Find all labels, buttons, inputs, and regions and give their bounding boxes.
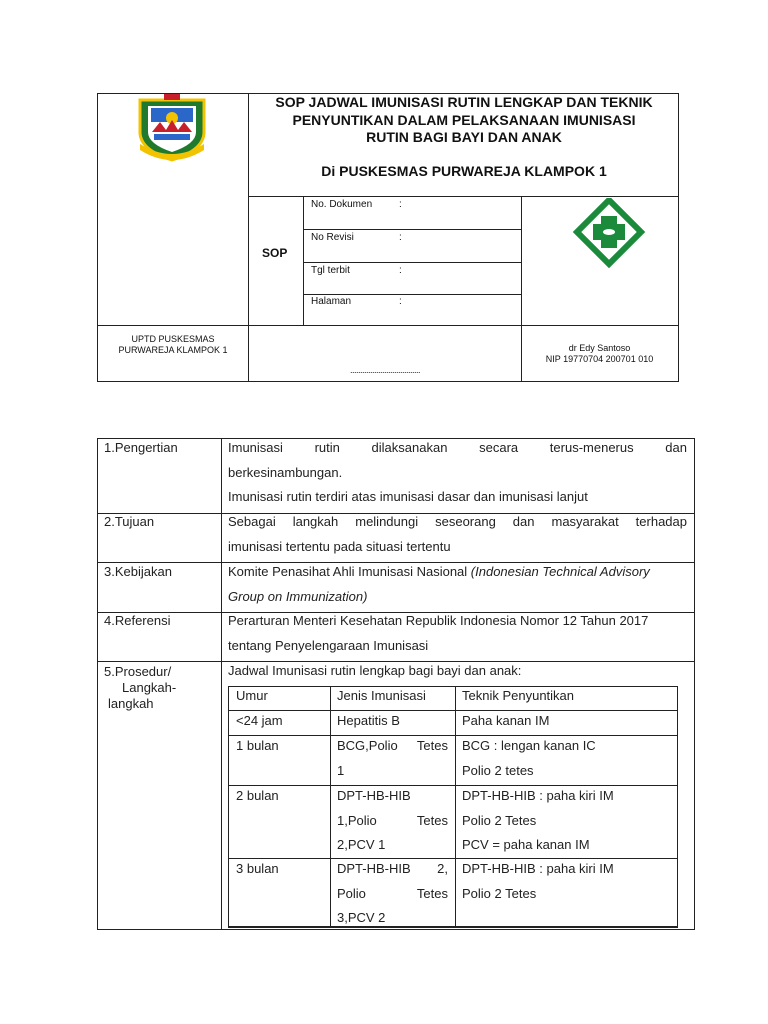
unit-line: PURWAREJA KLAMPOK 1 [118, 345, 228, 355]
label-prosedur [104, 664, 176, 712]
unit-name [98, 334, 248, 356]
jenis-line: DPT-HB-HIB [337, 788, 411, 803]
header-divider-logo [248, 93, 249, 381]
label-pengertian: 1.Pengertian [104, 440, 178, 455]
schedule-row-line [228, 735, 678, 736]
jenis-line: DPT-HB-HIB 2, [337, 861, 448, 876]
field-row-line [303, 229, 521, 230]
schedule-col-line [455, 686, 456, 927]
label-referensi: 4.Referensi [104, 613, 171, 628]
referensi-line: tentang Penyelengaraan Imunisasi [228, 637, 429, 653]
schedule-bottom-line [228, 926, 678, 928]
document-title [250, 94, 678, 147]
schedule-teknik: Paha kanan IM [462, 713, 550, 728]
header-divider-title [248, 196, 678, 197]
teknik-line: BCG : lengan kanan IC [462, 738, 596, 753]
schedule-jenis [337, 784, 448, 858]
schedule-teknik [462, 734, 596, 783]
schedule-header-jenis: Jenis Imunisasi [337, 688, 426, 703]
schedule-col-line [330, 686, 331, 927]
kebijakan-text [228, 560, 687, 609]
referensi-line: Perarturan Menteri Kesehatan Republik Indonesia Nomor 12 Tahun 2017 [228, 613, 649, 628]
schedule-jenis [337, 734, 448, 783]
content-divider-label [221, 438, 222, 929]
tujuan-text [228, 510, 687, 559]
field-label: Tgl terbit [311, 265, 350, 276]
signature-line: ................................... [350, 365, 421, 375]
head-of-puskesmas [522, 343, 677, 365]
unit-line: UPTD PUSKESMAS [131, 334, 215, 344]
kebijakan-line [228, 560, 687, 585]
field-no-revisi [311, 232, 511, 243]
field-label: Halaman [311, 296, 352, 307]
teknik-line: Polio 2 Tetes [462, 812, 537, 828]
schedule-umur: 2 bulan [236, 788, 279, 803]
teknik-line: PCV = paha kanan IM [462, 837, 590, 852]
pengertian-text [228, 436, 687, 510]
schedule-header-teknik: Teknik Penyuntikan [462, 688, 575, 703]
prosedur-intro: Jadwal Imunisasi rutin lengkap bagi bayi dan anak: [228, 663, 522, 678]
field-tgl-terbit [311, 265, 511, 276]
schedule-header-umur: Umur [236, 688, 268, 703]
kebijakan-line [228, 585, 687, 610]
kebijakan-plain: Komite Penasihat Ahli Imunisasi Nasional [228, 564, 471, 579]
jenis-line: 2,PCV 1 [337, 837, 386, 852]
label-tujuan: 2.Tujuan [104, 514, 155, 529]
schedule-teknik [462, 857, 614, 906]
jenis-line: Polio Tetes [337, 885, 448, 901]
title-line: RUTIN BAGI BAYI DAN ANAK [366, 129, 562, 145]
district-emblem-icon [134, 92, 210, 162]
puskesmas-logo-icon [571, 198, 647, 268]
schedule-jenis [337, 857, 448, 931]
title-line: PENYUNTIKAN DALAM PELAKSANAAN IMUNISASI [292, 111, 636, 128]
head-name: dr Edy Santoso [568, 343, 631, 353]
puskesmas-location: Di PUSKESMAS PURWAREJA KLAMPOK 1 [321, 163, 607, 179]
label-kebijakan: 3.Kebijakan [104, 564, 172, 579]
prosedur-label-line: langkah [108, 696, 154, 711]
schedule-jenis: Hepatitis B [337, 713, 400, 728]
title-line: SOP JADWAL IMUNISASI RUTIN LENGKAP DAN TEKNIK [275, 94, 653, 110]
kebijakan-italic: Group on Immunization) [228, 588, 368, 604]
jenis-line: 1 [337, 762, 345, 778]
tujuan-line: imunisasi tertentu pada situasi tertentu [228, 538, 451, 554]
header-divider-sop-label [303, 196, 304, 326]
schedule-teknik [462, 784, 614, 858]
jenis-line: 3,PCV 2 [337, 910, 386, 925]
schedule-umur: 1 bulan [236, 738, 279, 753]
jenis-line: BCG,Polio Tetes [337, 738, 448, 753]
pengertian-line: Imunisasi rutin terdiri atas imunisasi dasar dan imunisasi lanjut [228, 489, 588, 504]
teknik-line: DPT-HB-HIB : paha kiri IM [462, 788, 614, 803]
teknik-line: Polio 2 Tetes [462, 885, 537, 901]
field-row-line [303, 294, 521, 295]
jenis-line: 1,Polio Tetes [337, 812, 448, 828]
prosedur-label-line: 5.Prosedur/ [104, 664, 172, 679]
pengertian-line: berkesinambungan. [228, 464, 343, 480]
pengertian-line: Imunisasi rutin dilaksanakan secara terus-menerus dan [228, 440, 687, 455]
schedule-umur: 3 bulan [236, 861, 279, 876]
field-halaman [311, 296, 511, 307]
teknik-line: DPT-HB-HIB : paha kiri IM [462, 861, 614, 876]
kebijakan-italic: (Indonesian Technical Advisory [470, 564, 650, 579]
field-separator: : [399, 296, 402, 307]
schedule-umur: <24 jam [236, 713, 283, 728]
schedule-row-line [228, 710, 678, 711]
field-separator: : [399, 199, 402, 210]
field-separator: : [399, 232, 402, 243]
field-row-line [303, 262, 521, 263]
teknik-line: Polio 2 tetes [462, 762, 534, 778]
field-separator: : [399, 265, 402, 276]
field-no-dokumen [311, 199, 511, 210]
field-label: No. Dokumen [311, 199, 373, 210]
tujuan-line: Sebagai langkah melindungi seseorang dan masyarakat terhadap [228, 514, 687, 529]
sop-label: SOP [262, 246, 288, 260]
field-label: No Revisi [311, 232, 354, 243]
prosedur-label-line: Langkah- [122, 680, 177, 695]
referensi-text [228, 609, 687, 658]
header-divider-sop [97, 325, 678, 326]
head-nip: NIP 19770704 200701 010 [545, 354, 654, 364]
